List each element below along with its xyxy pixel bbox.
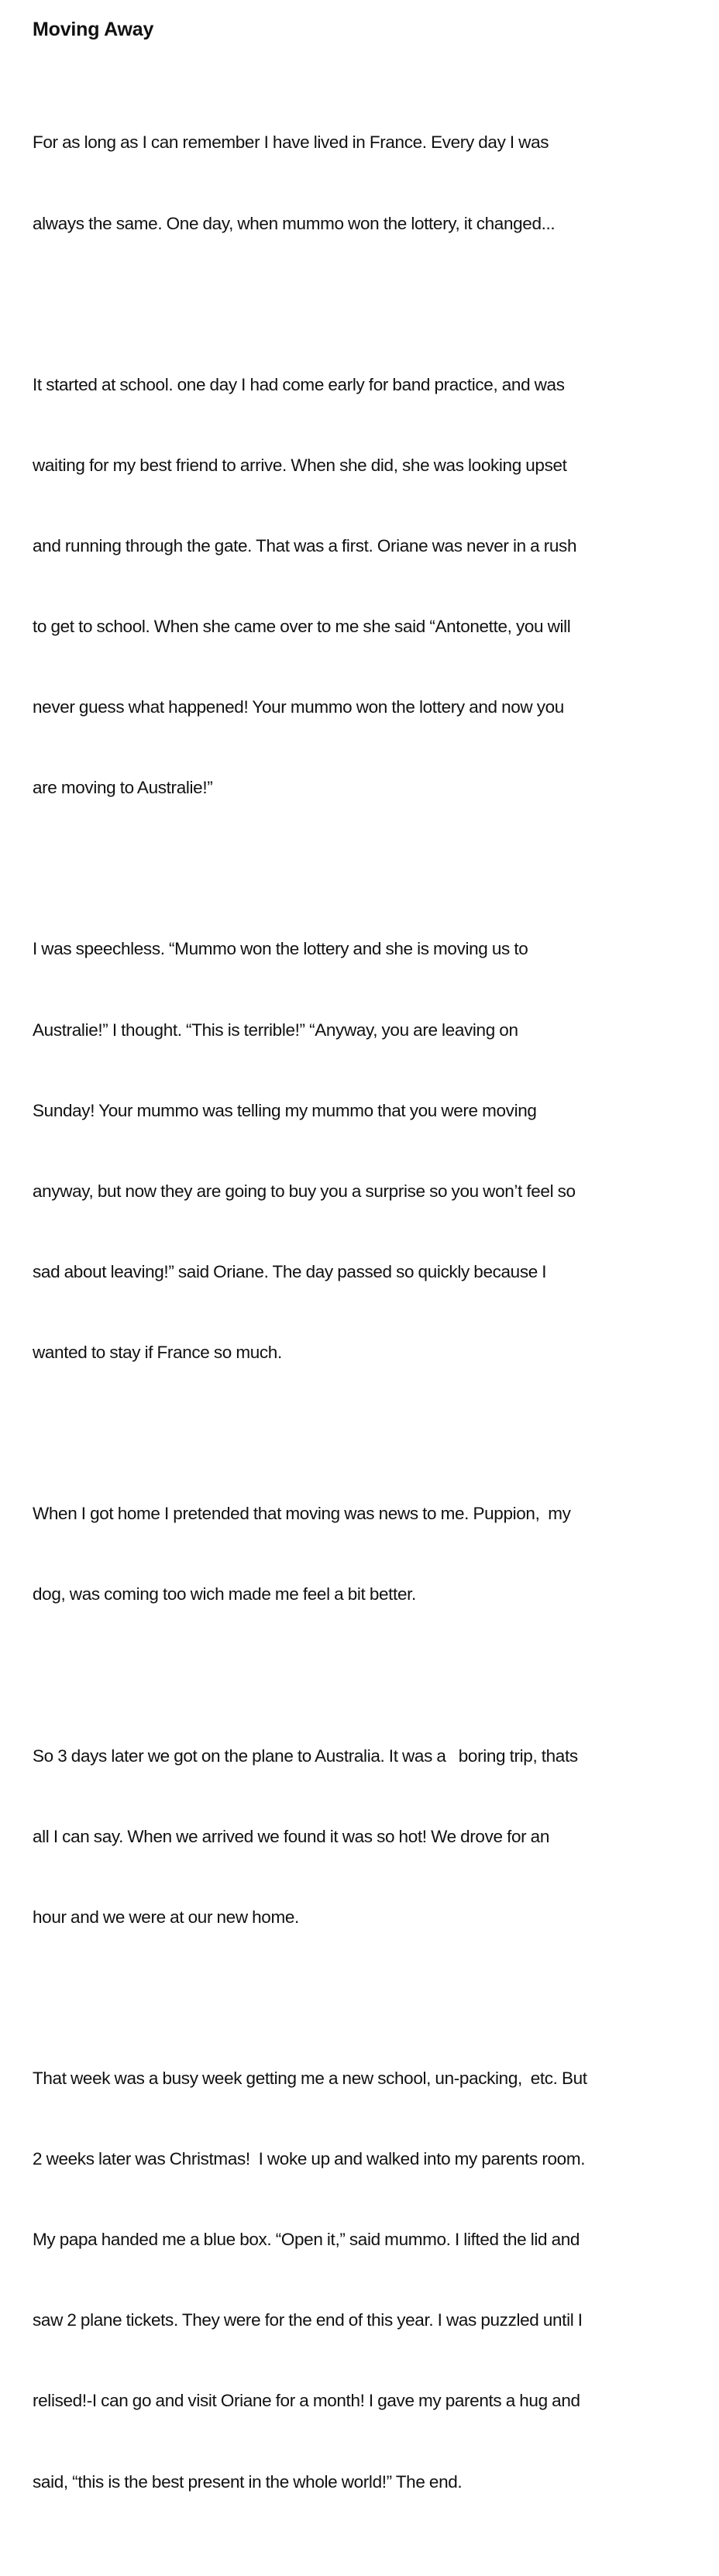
paragraph <box>33 318 711 855</box>
document-title: Moving Away <box>33 19 154 40</box>
paragraph-line: saw 2 plane tickets. They were for the end of this year. I was puzzled until I <box>33 2310 583 2330</box>
document-page <box>33 15 711 2576</box>
paragraph-line: sad about leaving!” said Oriane. The day passed so quickly because I <box>33 1261 547 1281</box>
paragraph-line: When I got home I pretended that moving was news to me. Puppion, my <box>33 1504 571 1524</box>
paragraph-line: and running through the gate. That was a first. Oriane was never in a rush <box>33 535 577 555</box>
paragraph <box>33 76 711 291</box>
paragraph <box>33 882 711 1420</box>
paragraph-line: all I can say. When we arrived we found it was so hot! We drove for an <box>33 1826 550 1846</box>
paragraph-line: always the same. One day, when mummo won the lottery, it changed... <box>33 213 556 233</box>
paragraph <box>33 1689 711 1985</box>
paragraph-line: dog, was coming too wich made me feel a bit better. <box>33 1584 416 1604</box>
paragraph <box>33 2012 711 2550</box>
paragraph-line: Australie!” I thought. “This is terrible!” “Anyway, you are leaving on <box>33 1020 518 1040</box>
paragraph-line: For as long as I can remember I have lived in France. Every day I was <box>33 132 549 153</box>
paragraph-line: anyway, but now they are going to buy you a surprise so you won’t feel so <box>33 1181 576 1201</box>
paragraph-line: Sunday! Your mummo was telling my mummo that you were moving <box>33 1100 537 1120</box>
paragraph-line: to get to school. When she came over to me she said “Antonette, you will <box>33 617 571 637</box>
paragraph-line: 2 weeks later was Christmas! I woke up and walked into my parents room. <box>33 2149 586 2169</box>
paragraph-line: So 3 days later we got on the plane to Australia. It was a boring trip, thats <box>33 1745 578 1766</box>
paragraph-line: My papa handed me a blue box. “Open it,” said mummo. I lifted the lid and <box>33 2230 580 2250</box>
paragraph-line: That week was a busy week getting me a new school, un-packing, etc. But <box>33 2068 587 2088</box>
paragraph-line: never guess what happened! Your mummo won the lottery and now you <box>33 697 564 717</box>
paragraph-line: waiting for my best friend to arrive. When she did, she was looking upset <box>33 455 567 475</box>
paragraph-line: said, “this is the best present in the whole world!” The end. <box>33 2471 463 2492</box>
paragraph-line: hour and we were at our new home. <box>33 1907 299 1927</box>
paragraph <box>33 1447 711 1663</box>
paragraph-line: wanted to stay if France so much. <box>33 1343 282 1363</box>
paragraph-line: I was speechless. “Mummo won the lottery and she is moving us to <box>33 939 528 959</box>
paragraph-line: relised!-I can go and visit Oriane for a month! I gave my parents a hug and <box>33 2391 580 2411</box>
paragraph-line: are moving to Australie!” <box>33 778 213 798</box>
paragraph-line: It started at school. one day I had come early for band practice, and was <box>33 374 565 394</box>
